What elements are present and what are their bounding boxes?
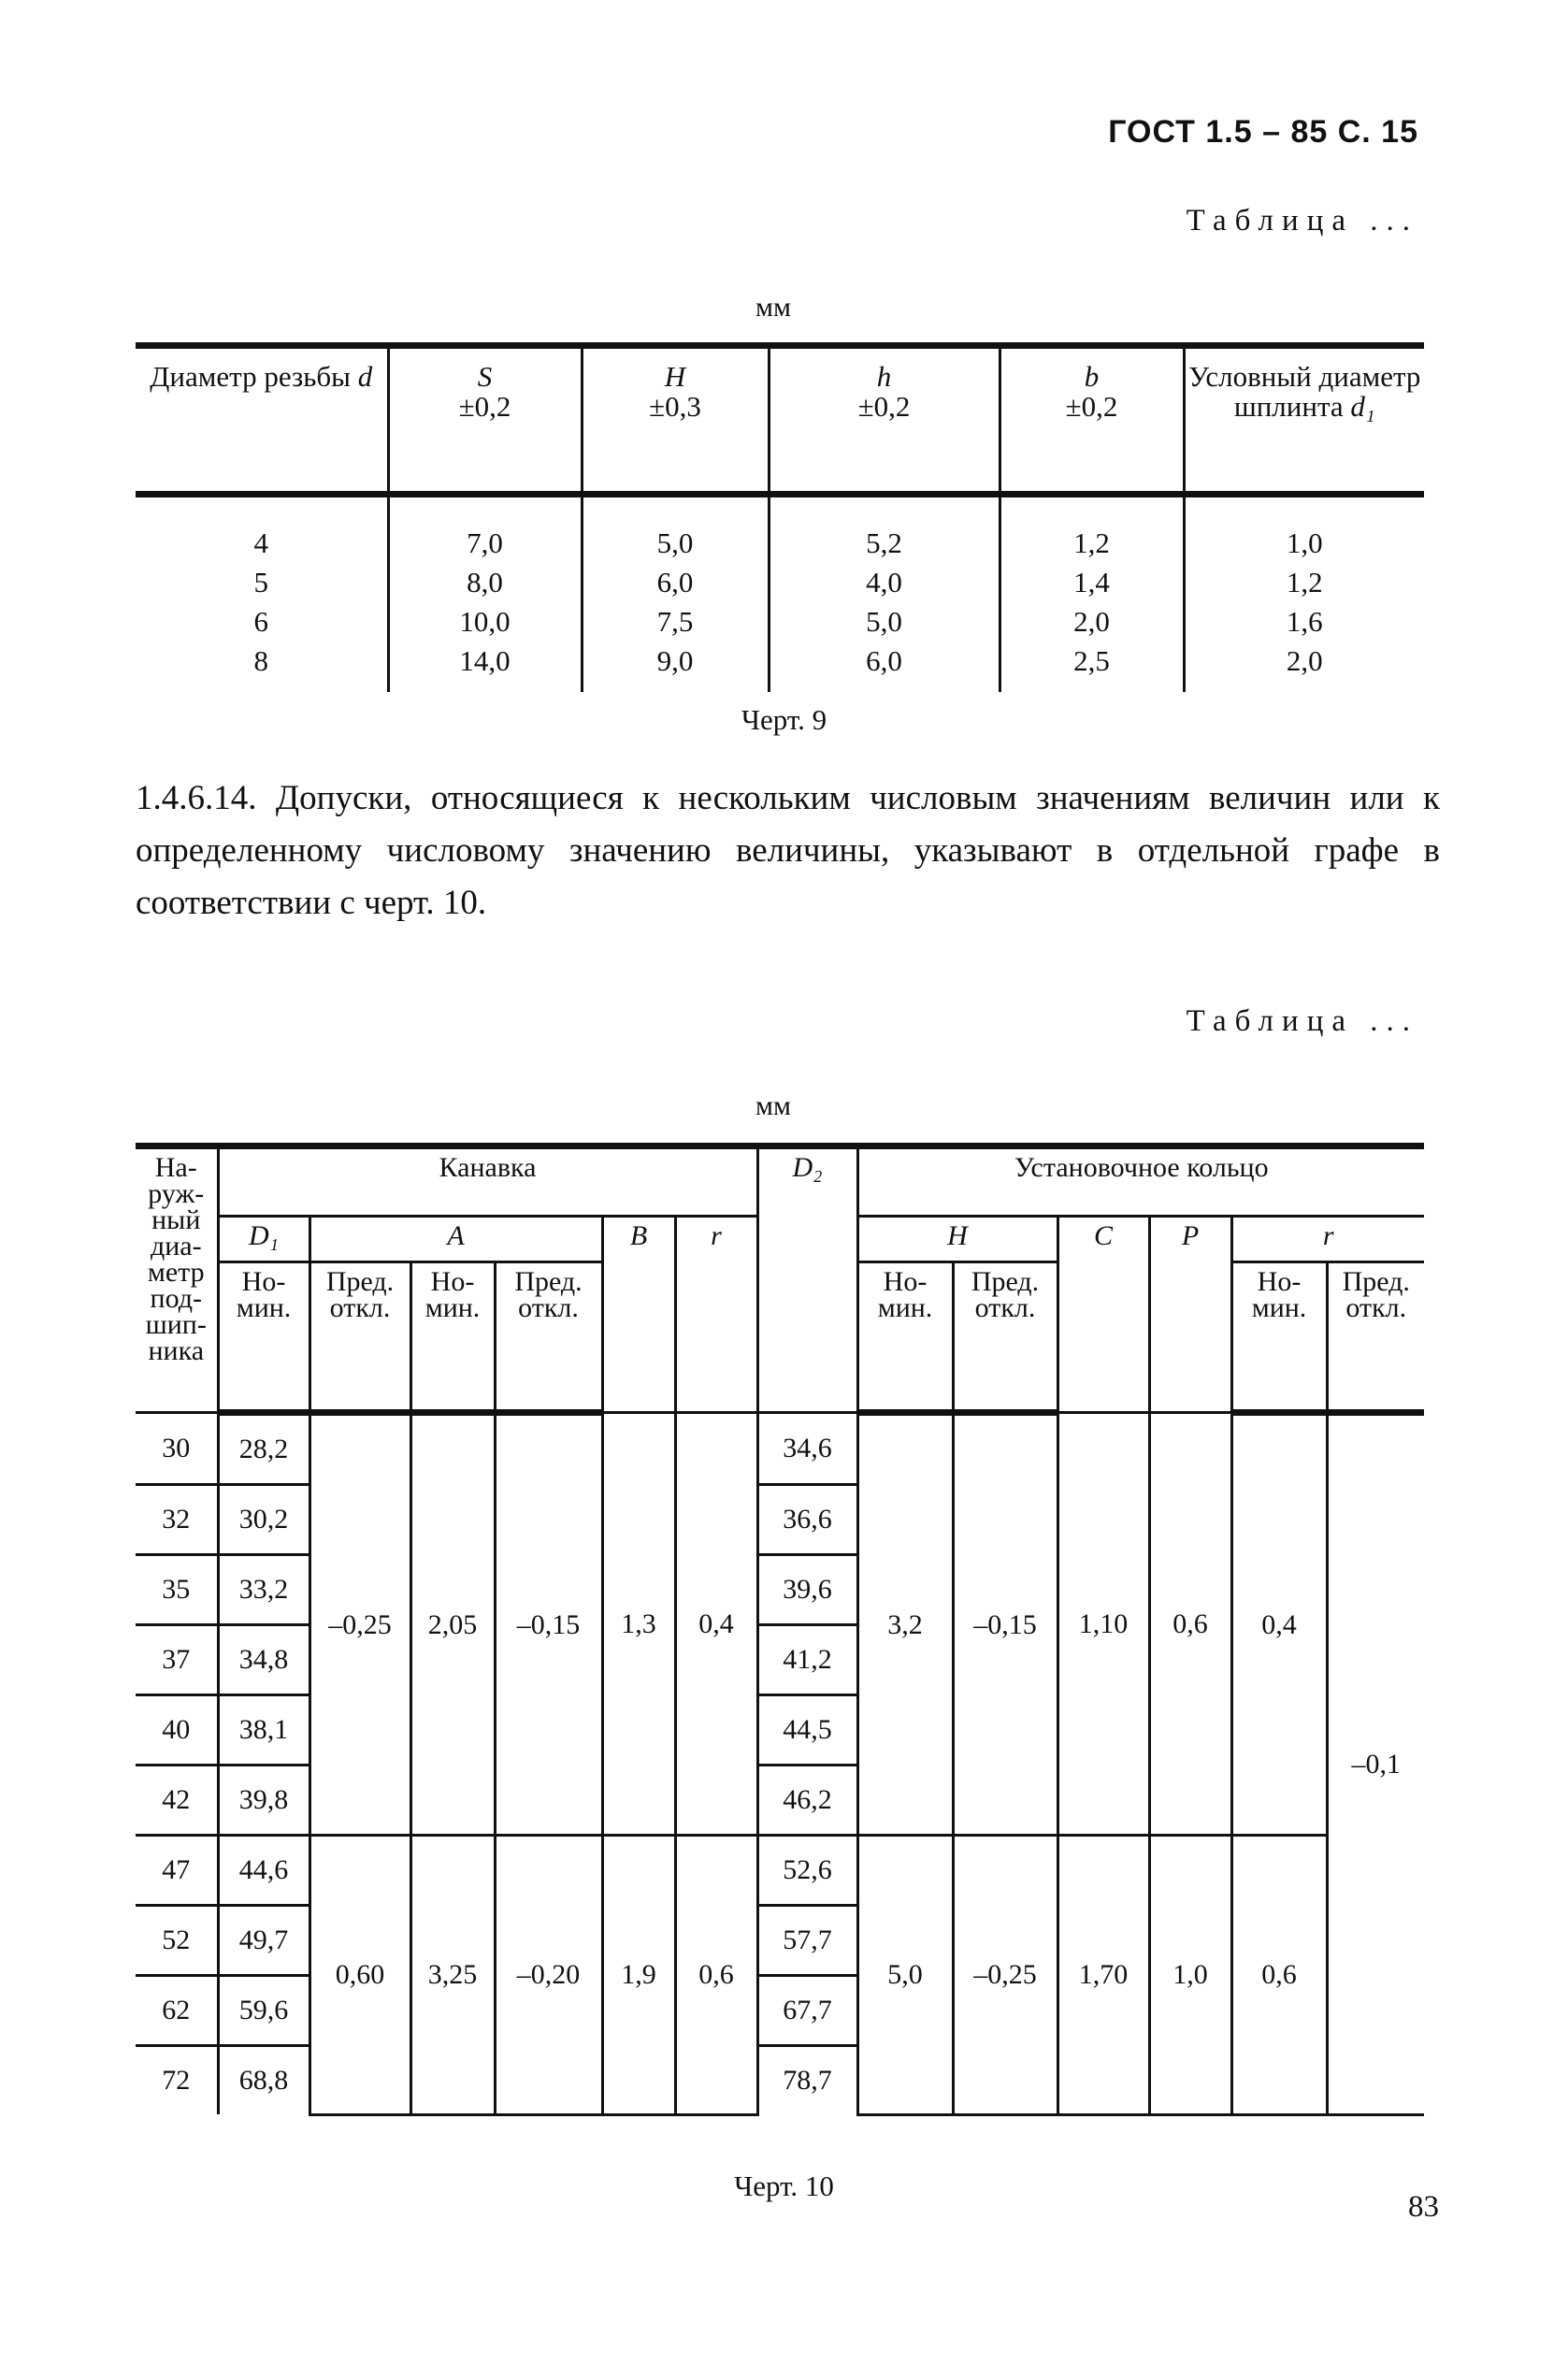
cell-d1-dev: –0,25: [309, 1413, 410, 1836]
table-cell: 1,0: [1184, 495, 1424, 566]
figure10-caption: Черт. 10: [734, 2169, 834, 2202]
group-ring: Установочное кольцо: [857, 1146, 1424, 1217]
cell-r: 0,6: [675, 1836, 757, 2115]
cell-a-nom: 3,25: [410, 1836, 495, 2115]
table-cell: 7,0: [388, 495, 582, 566]
cell-d1: 34,8: [218, 1625, 309, 1695]
cell-b: 1,3: [602, 1413, 675, 1836]
table-cell: 4: [253, 526, 268, 559]
col-b: b ±0,2: [1000, 346, 1184, 495]
cell-d1: 38,1: [218, 1695, 309, 1766]
table-cell: 2,5: [1000, 643, 1184, 692]
cell-outer-diameter: 52: [136, 1906, 218, 1976]
table-row: [136, 565, 1424, 604]
table-cell: 1,4: [1000, 565, 1184, 604]
table-cell: 5,0: [582, 495, 769, 566]
cell-outer-diameter: 47: [136, 1836, 218, 1906]
table-cell: 6: [253, 605, 268, 638]
table-cell: 8,0: [388, 565, 582, 604]
cell-r: 0,4: [675, 1413, 757, 1836]
cell-outer-diameter: 62: [136, 1976, 218, 2046]
col-r2-nom: Но-мин.: [1231, 1262, 1327, 1413]
col-h-upper: H ±0,3: [582, 346, 769, 495]
cell-p: 0,6: [1149, 1413, 1231, 1836]
col-p: P: [1149, 1217, 1231, 1413]
col-d2: D₂: [757, 1146, 857, 1413]
col-s: S ±0,2: [388, 346, 582, 495]
cell-d2: 52,6: [757, 1836, 857, 1906]
cell-c: 1,70: [1057, 1836, 1149, 2115]
table-row: [136, 1413, 1424, 1485]
figure9-caption: Черт. 9: [741, 703, 827, 736]
cell-outer-diameter: 35: [136, 1555, 218, 1625]
table-row: [136, 604, 1424, 643]
cell-d2: 67,7: [757, 1976, 857, 2046]
col-h-lower: h ±0,2: [769, 346, 1000, 495]
cell-d2: 44,5: [757, 1695, 857, 1766]
cell-r2-nom: 0,4: [1231, 1413, 1327, 1836]
table-cell: 10,0: [388, 604, 582, 643]
col-d1: D₁: [218, 1217, 309, 1262]
cell-a-nom: 2,05: [410, 1413, 495, 1836]
cell-c: 1,10: [1057, 1413, 1149, 1836]
table1-unit: мм: [755, 292, 791, 323]
cell-outer-diameter: 40: [136, 1695, 218, 1766]
cell-outer-diameter: 37: [136, 1625, 218, 1695]
table-cell: 1,2: [1000, 495, 1184, 566]
table-cell: 5,0: [769, 604, 1000, 643]
cell-d1: 59,6: [218, 1976, 309, 2046]
col-a: A: [309, 1217, 602, 1262]
table1-caption: Таблица ...: [1186, 204, 1418, 238]
table-row: [136, 643, 1424, 692]
col-d1-dev: Пред. откл.: [309, 1262, 410, 1413]
table-cell: 7,5: [582, 604, 769, 643]
cell-d1: 33,2: [218, 1555, 309, 1625]
cell-d1: 44,6: [218, 1836, 309, 1906]
cell-d2: 41,2: [757, 1625, 857, 1695]
table-cell: 6,0: [769, 643, 1000, 692]
table-cell: 2,0: [1184, 643, 1424, 692]
cell-h-dev: –0,15: [953, 1413, 1057, 1836]
col-r: r: [675, 1217, 757, 1413]
table-cell: 8: [253, 644, 268, 677]
cell-d1: 30,2: [218, 1485, 309, 1555]
cell-h-nom: 5,0: [857, 1836, 953, 2115]
table-cell: 6,0: [582, 565, 769, 604]
cell-outer-diameter: 72: [136, 2046, 218, 2115]
standard-header: ГОСТ 1.5 – 85 С. 15: [1108, 114, 1418, 150]
cell-outer-diameter: 42: [136, 1766, 218, 1836]
cell-d2: 36,6: [757, 1485, 857, 1555]
col-b: B: [602, 1217, 675, 1413]
body-paragraph: 1.4.6.14. Допуски, относящиеся к нескольким числовым значениям величин или к определенному числовому значению величины, указывают в отдельной графе в соответствии с черт. 10.: [136, 779, 1440, 922]
col-cotter-pin-diameter: Условный диаметр шплинта d₁: [1184, 346, 1424, 495]
cell-d1-dev: 0,60: [309, 1836, 410, 2115]
table-cell: 4,0: [769, 565, 1000, 604]
col-thread-diameter: Диаметр резьбы d: [136, 346, 388, 495]
cell-outer-diameter: 30: [136, 1413, 218, 1485]
cell-a-dev: –0,20: [495, 1836, 602, 2115]
cell-outer-diameter: 32: [136, 1485, 218, 1555]
cell-d2: 39,6: [757, 1555, 857, 1625]
table-cell: 2,0: [1000, 604, 1184, 643]
cell-d2: 57,7: [757, 1906, 857, 1976]
col-h: H: [857, 1217, 1057, 1262]
cell-d2: 46,2: [757, 1766, 857, 1836]
cell-r2-dev: –0,1: [1327, 1413, 1424, 2115]
col-h-dev: Пред. откл.: [953, 1262, 1057, 1413]
cell-d1: 49,7: [218, 1906, 309, 1976]
col-r2-dev: Пред. откл.: [1327, 1262, 1424, 1413]
table-cell: 14,0: [388, 643, 582, 692]
cell-a-dev: –0,15: [495, 1413, 602, 1836]
col-d1-nom: Но-мин.: [218, 1262, 309, 1413]
cell-h-dev: –0,25: [953, 1836, 1057, 2115]
group-groove: Канавка: [218, 1146, 757, 1217]
table-cell: 5,2: [769, 495, 1000, 566]
table2-caption: Таблица ...: [1186, 1004, 1418, 1038]
cell-h-nom: 3,2: [857, 1413, 953, 1836]
table2: [136, 1143, 1424, 2116]
table-row: [136, 495, 1424, 566]
cell-d2: 34,6: [757, 1413, 857, 1485]
table-cell: 1,2: [1184, 565, 1424, 604]
cell-p: 1,0: [1149, 1836, 1231, 2115]
col-outer-diameter: На-руж-ный диа-метр под-шип-ника: [136, 1146, 218, 1413]
table1: [136, 342, 1424, 692]
col-a-nom: Но-мин.: [410, 1262, 495, 1413]
cell-d1: 39,8: [218, 1766, 309, 1836]
table-row: [136, 1836, 1424, 1906]
table2-unit: мм: [755, 1090, 791, 1121]
page-number: 83: [1408, 2190, 1439, 2224]
table-cell: 1,6: [1184, 604, 1424, 643]
table-cell: 5: [253, 566, 268, 598]
table-cell: 9,0: [582, 643, 769, 692]
cell-r2-nom: 0,6: [1231, 1836, 1327, 2115]
col-c: C: [1057, 1217, 1149, 1413]
cell-d1: 28,2: [218, 1413, 309, 1485]
cell-b: 1,9: [602, 1836, 675, 2115]
col-a-dev: Пред. откл.: [495, 1262, 602, 1413]
col-r2: r: [1231, 1217, 1424, 1262]
col-h-nom: Но-мин.: [857, 1262, 953, 1413]
table1-header-row: [136, 346, 1424, 495]
cell-d1: 68,8: [218, 2046, 309, 2115]
cell-d2: 78,7: [757, 2046, 857, 2115]
